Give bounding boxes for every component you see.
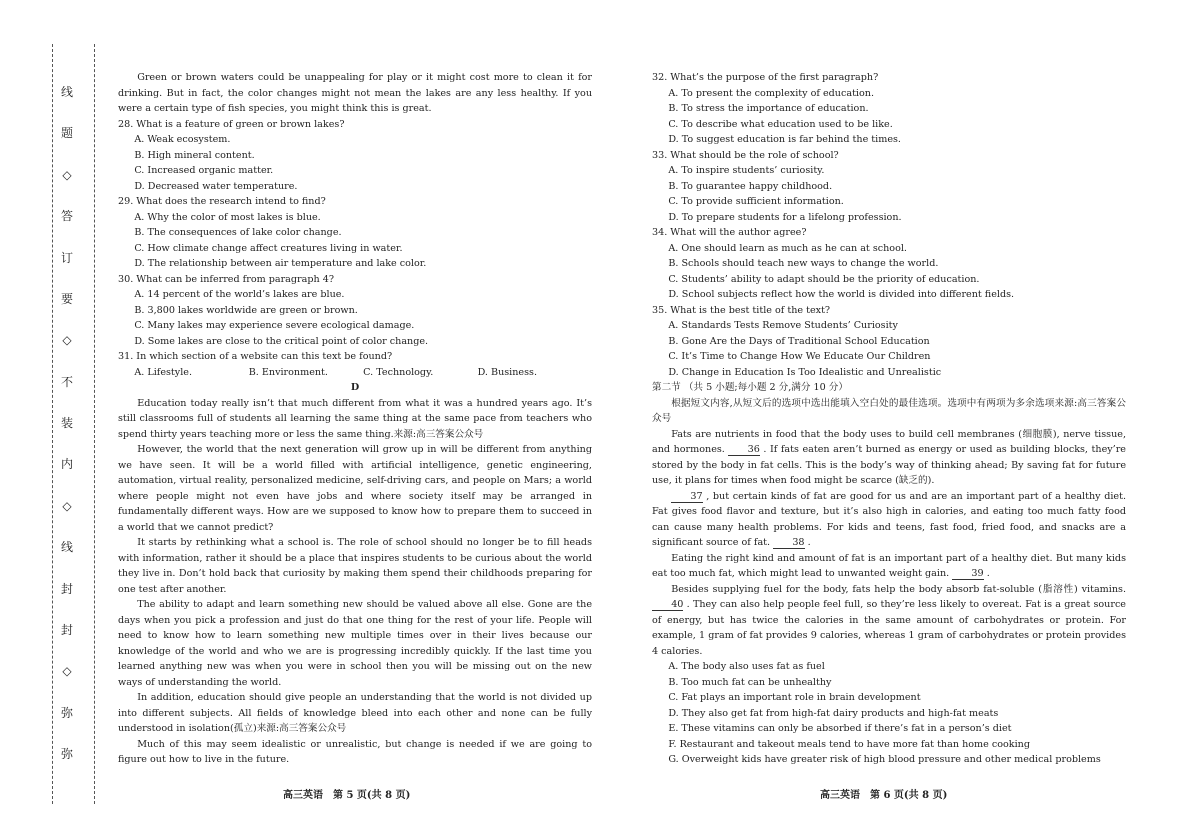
passage-d-paragraph-2: However, the world that the next generation will grow up in will be different from anything we have seen. It will be a world filled with artificial intelligence, genetic engineering, automation, virtual reality, personalized medicine, self-driving cars, and people on Mars; a world where people might not even have jobs and where society itself may be arranged in fundamentally different ways. How are we supposed to know how to prepare them to succeed in a world that we cannot predict? [118,444,592,533]
q29-option-c: C. How climate change affect creatures living in water. [134,242,403,254]
q29-option-b: B. The consequences of lake color change. [134,227,342,238]
q35-option-a: A. Standards Tests Remove Students’ Curiosity [668,320,898,331]
choice-g: G. Overweight kids have greater risk of high blood pressure and other medical problems [668,754,1101,765]
cloze-paragraph-4 [652,582,1126,660]
passage-d-paragraph-3: It starts by rethinking what a school is. The role of school should no longer be to fill heads with information, rather it should be a place that inspires students to be curious about the world they live in. Don’t hold back that curiosity by making them spend their childhoods preparing for one test after another. [118,537,592,595]
section-2-instructions: 根据短文内容,从短文后的选项中选出能填入空白处的最佳选项。选项中有两项为多余选项来源:高三答案公众号 [652,397,1126,424]
q34-option-c: C. Students’ ability to adapt should be the priority of education. [668,273,980,285]
q30-option-a: A. 14 percent of the world’s lakes are blue. [134,289,345,300]
margin-char: 弥 [60,747,73,761]
passage-d-title: D [350,382,360,393]
cloze-p3-text-a: Eating the right kind and amount of fat is an important part of a healthy diet. But many kids eat too much fat, which might lead to unwanted weight gain. [652,552,1126,579]
q35-option-d: D. Change in Education Is Too Idealistic and Unrealistic [668,366,942,378]
blank-38: 38 [773,537,804,549]
page-5-column [118,70,592,768]
q28-option-c: C. Increased organic matter. [134,165,274,176]
passage-d-paragraph-4: The ability to adapt and learn something new should be valued above all else. Gone are the days when you pick a profession and just do that one thing for the rest of your life. People will need to know how to learn something new multiple times over in their lives because our knowledge of the world and who we are is progressing incredibly quickly. If the last time you learned anything new was when you were in school then you will be missing out on the new ways of understanding the world. [118,599,592,688]
margin-diamond-icon: ◇ [62,167,72,182]
q31-option-a: A. Lifestyle. [134,366,193,378]
cloze-p2-text-a: , but certain kinds of fat are good for us and are an important part of a healthy diet. Fat gives food flavor and texture, but it’s also high in calories, and eating too much fatty food can cause many health problems. For kids and teens, fast food, fried food, and snacks are a significant source of fat. [652,490,1126,548]
page-6-column [652,70,1126,768]
q31-option-d: D. Business. [477,366,538,378]
margin-char: 线 [60,85,73,99]
margin-diamond-icon: ◇ [62,333,72,348]
margin-char: 封 [60,622,73,637]
cloze-p3-text-c: . [983,568,990,579]
q32-option-d: D. To suggest education is far behind the times. [668,134,901,145]
q33-option-d: D. To prepare students for a lifelong profession. [668,211,902,223]
q29-option-a: A. Why the color of most lakes is blue. [134,211,321,223]
cloze-p1-text-a: Fats are nutrients in food that the body uses to build cell membranes (细胞膜), nerve tissue, and hormones. [652,428,1126,455]
choice-e: E. These vitamins can only be absorbed if there’s fat in a person’s diet [668,723,1012,734]
choice-c: C. Fat plays an important role in brain development [668,692,921,703]
cloze-paragraph-2 [652,489,1126,551]
q28-option-a: A. Weak ecosystem. [134,134,231,145]
page-6-footer: 高三英语 第 6 页(共 8 页) [820,790,948,801]
q33-option-a: A. To inspire students’ curiosity. [668,165,825,176]
q30-option-b: B. 3,800 lakes worldwide are green or brown. [134,304,358,316]
choice-b: B. Too much fat can be unhealthy [668,676,832,688]
section-2-heading: 第二节 （共 5 小题;每小题 2 分,满分 10 分） [652,382,848,393]
question-35: 35. What is the best title of the text? [652,304,831,316]
choice-f: F. Restaurant and takeout meals tend to have more fat than home cooking [668,738,1030,750]
q32-option-b: B. To stress the importance of education. [668,103,869,114]
q33-option-c: C. To provide sufficient information. [668,196,844,207]
blank-40: 40 [652,599,683,611]
q30-option-d: D. Some lakes are close to the critical point of color change. [134,335,429,347]
cloze-p4-text-c: . They can also help people feel full, so they’re less likely to overeat. Fat is a great source of energy, but has twice the calories in the same amount of carbohydrates or protein. For example, 1 gram of fat provides 9 calories, whereas 1 gram of carbohydrates or protein provides 4 calories. [652,599,1126,657]
binding-margin [0,0,100,838]
question-29: 29. What does the research intend to find? [118,196,326,207]
question-28: 28. What is a feature of green or brown lakes? [118,118,345,130]
q31-option-b: B. Environment. [248,366,328,378]
cloze-paragraph-3 [652,551,1126,582]
q28-option-b: B. High mineral content. [134,149,255,161]
margin-char: 封 [60,581,73,596]
blank-36: 36 [728,444,759,456]
q31-options [118,365,592,381]
blank-37: 37 [671,491,702,503]
question-32: 32. What’s the purpose of the first paragraph? [652,72,879,83]
margin-diamond-icon: ◇ [62,498,72,513]
q29-option-d: D. The relationship between air temperature and lake color. [134,258,427,269]
q28-option-d: D. Decreased water temperature. [134,180,298,192]
cloze-paragraph-1 [652,427,1126,489]
cloze-p4-text-a: Besides supplying fuel for the body, fats help the body absorb fat-soluble (脂溶性) vitamins. [671,583,1126,595]
margin-char: 线 [60,540,73,555]
question-30: 30. What can be inferred from paragraph 4? [118,273,334,285]
q31-option-c: C. Technology. [363,366,434,378]
passage-d-paragraph-1: Education today really isn’t that much different from what it was a hundred years ago. It’s still classrooms full of students all learning the same thing at the same pace from teachers who spend thirty years teaching more or less the same thing.来源:高三答案公众号 [118,397,592,440]
blank-39: 39 [952,568,983,580]
margin-char: 题 [60,126,73,141]
q32-option-c: C. To describe what education used to be like. [668,118,893,130]
margin-char: 订 [60,250,73,265]
q34-option-a: A. One should learn as much as he can at school. [668,242,907,254]
margin-char: 装 [60,416,73,430]
q34-option-d: D. School subjects reflect how the world is divided into different fields. [668,289,1015,300]
cloze-p2-text-c: . [804,537,811,548]
margin-char: 要 [60,291,73,306]
margin-char: 答 [60,209,73,224]
q35-option-c: C. It’s Time to Change How We Educate Our Children [668,351,931,362]
q34-option-b: B. Schools should teach new ways to change the world. [668,258,939,269]
margin-diamond-icon: ◇ [62,664,72,679]
q35-option-b: B. Gone Are the Days of Traditional School Education [668,335,930,347]
margin-dashed-line-outer [52,44,53,804]
passage-d-paragraph-6: Much of this may seem idealistic or unrealistic, but change is needed if we are going to figure out how to live in the future. [118,738,592,765]
q32-option-a: A. To present the complexity of education. [668,87,875,99]
margin-char: 弥 [60,705,73,720]
passage-c-tail: Green or brown waters could be unappealing for play or it might cost more to clean it for drinking. But in fact, the color changes might not mean the lakes are any less healthy. If you were a certain type of fish species, you might think this is great. [118,72,592,114]
margin-dashed-line-inner [94,44,95,804]
choice-a: A. The body also uses fat as fuel [668,661,825,672]
question-33: 33. What should be the role of school? [652,149,839,161]
choice-d: D. They also get fat from high-fat dairy products and high-fat meats [668,707,999,719]
question-34: 34. What will the author agree? [652,227,807,238]
passage-d-paragraph-5: In addition, education should give people an understanding that the world is not divided up into different subjects. All fields of knowledge bleed into each other and none can be fully understood in isolation(孤立)来源:高三答案公众号 [118,692,592,734]
cloze-p1-text-c: . If fats eaten aren’t burned as energy or used as building blocks, they’re stored by the body in fat cells. This is the body’s way of thinking ahead; By saving fat for future use, it plans for times when food might be scarce (缺乏的). [652,444,1126,486]
page-5-footer: 高三英语 第 5 页(共 8 页) [283,790,411,801]
q30-option-c: C. Many lakes may experience severe ecological damage. [134,320,415,331]
margin-char: 内 [60,457,73,472]
margin-char: 不 [60,374,73,389]
question-31: 31. In which section of a website can this text be found? [118,351,393,362]
q33-option-b: B. To guarantee happy childhood. [668,180,833,192]
